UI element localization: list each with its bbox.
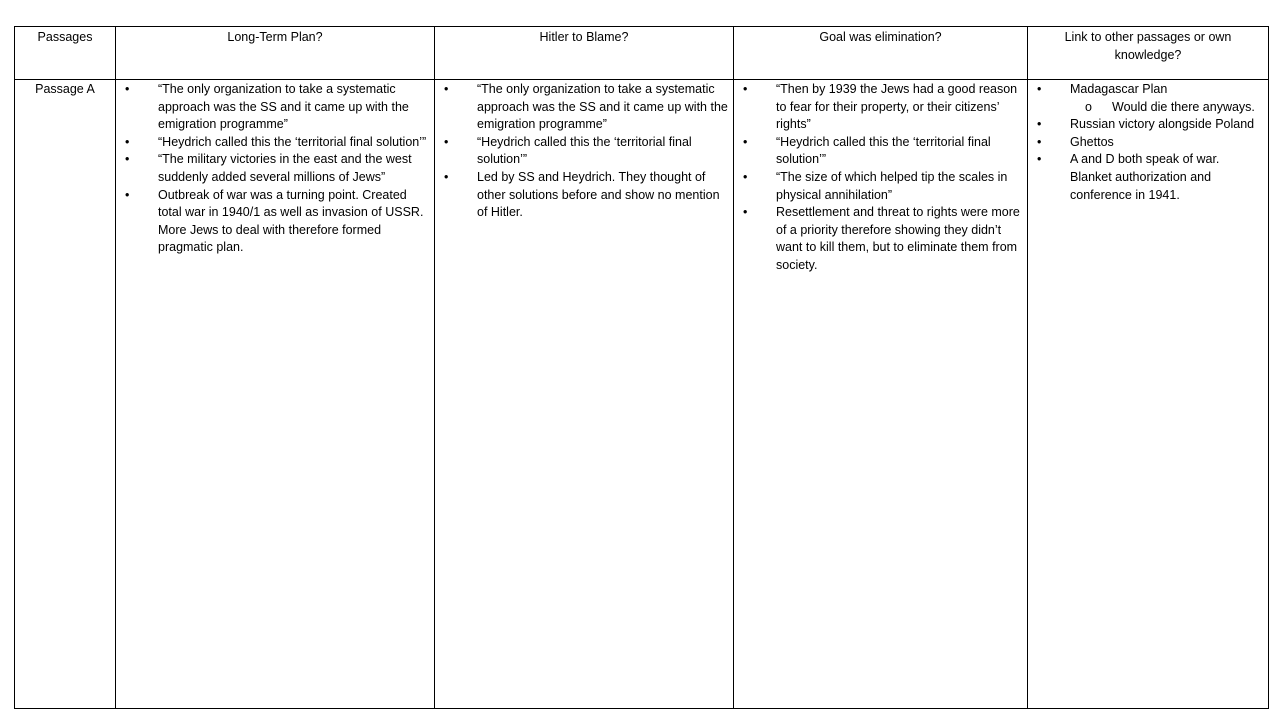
long-term-plan-list (120, 81, 430, 257)
list-item: • Ghettos (1032, 134, 1264, 152)
sub-list (1070, 99, 1264, 117)
list-item: • “Heydrich called this the ‘territorial final solution’” (439, 134, 729, 169)
list-item: • “Heydrich called this the ‘territorial final solution’” (120, 134, 430, 152)
passage-label: Passage A (15, 80, 116, 709)
goal-elimination-cell (734, 80, 1028, 709)
link-other-list (1032, 81, 1264, 204)
hitler-to-blame-list (439, 81, 729, 222)
list-item: • A and D both speak of war. Blanket authorization and conference in 1941. (1032, 151, 1264, 204)
table-row (15, 80, 1269, 709)
header-row (15, 27, 1269, 80)
list-item: • “Heydrich called this the ‘territorial final solution’” (738, 134, 1023, 169)
list-item (1032, 81, 1264, 116)
list-item: • “Then by 1939 the Jews had a good reason to fear for their property, or their citizens’ rights” (738, 81, 1023, 134)
long-term-plan-cell (116, 80, 435, 709)
list-item: • “The size of which helped tip the scales in physical annihilation” (738, 169, 1023, 204)
header-link-other: Link to other passages or own knowledge? (1028, 27, 1269, 80)
list-item: • “The only organization to take a systematic approach was the SS and it came up with the emigration programme” (439, 81, 729, 134)
header-goal-elimination: Goal was elimination? (734, 27, 1028, 80)
list-item: • Russian victory alongside Poland (1032, 116, 1264, 134)
hitler-to-blame-cell (435, 80, 734, 709)
list-item: • “The only organization to take a systematic approach was the SS and it came up with the emigration programme” (120, 81, 430, 134)
goal-elimination-list (738, 81, 1023, 275)
list-item: • Led by SS and Heydrich. They thought of other solutions before and show no mention of Hitler. (439, 169, 729, 222)
list-item-text: Madagascar Plan (1070, 82, 1168, 96)
passage-analysis-table (14, 26, 1269, 709)
header-passages: Passages (15, 27, 116, 80)
header-long-term-plan: Long-Term Plan? (116, 27, 435, 80)
header-hitler-to-blame: Hitler to Blame? (435, 27, 734, 80)
sub-list-item: o Would die there anyways. (1070, 99, 1264, 117)
list-item: • Resettlement and threat to rights were more of a priority therefore showing they didn’t want to kill them, but to eliminate them from society. (738, 204, 1023, 274)
list-item: • Outbreak of war was a turning point. Created total war in 1940/1 as well as invasion of USSR. More Jews to deal with therefore formed pragmatic plan. (120, 187, 430, 257)
list-item: • “The military victories in the east and the west suddenly added several millions of Jews” (120, 151, 430, 186)
link-other-cell (1028, 80, 1269, 709)
